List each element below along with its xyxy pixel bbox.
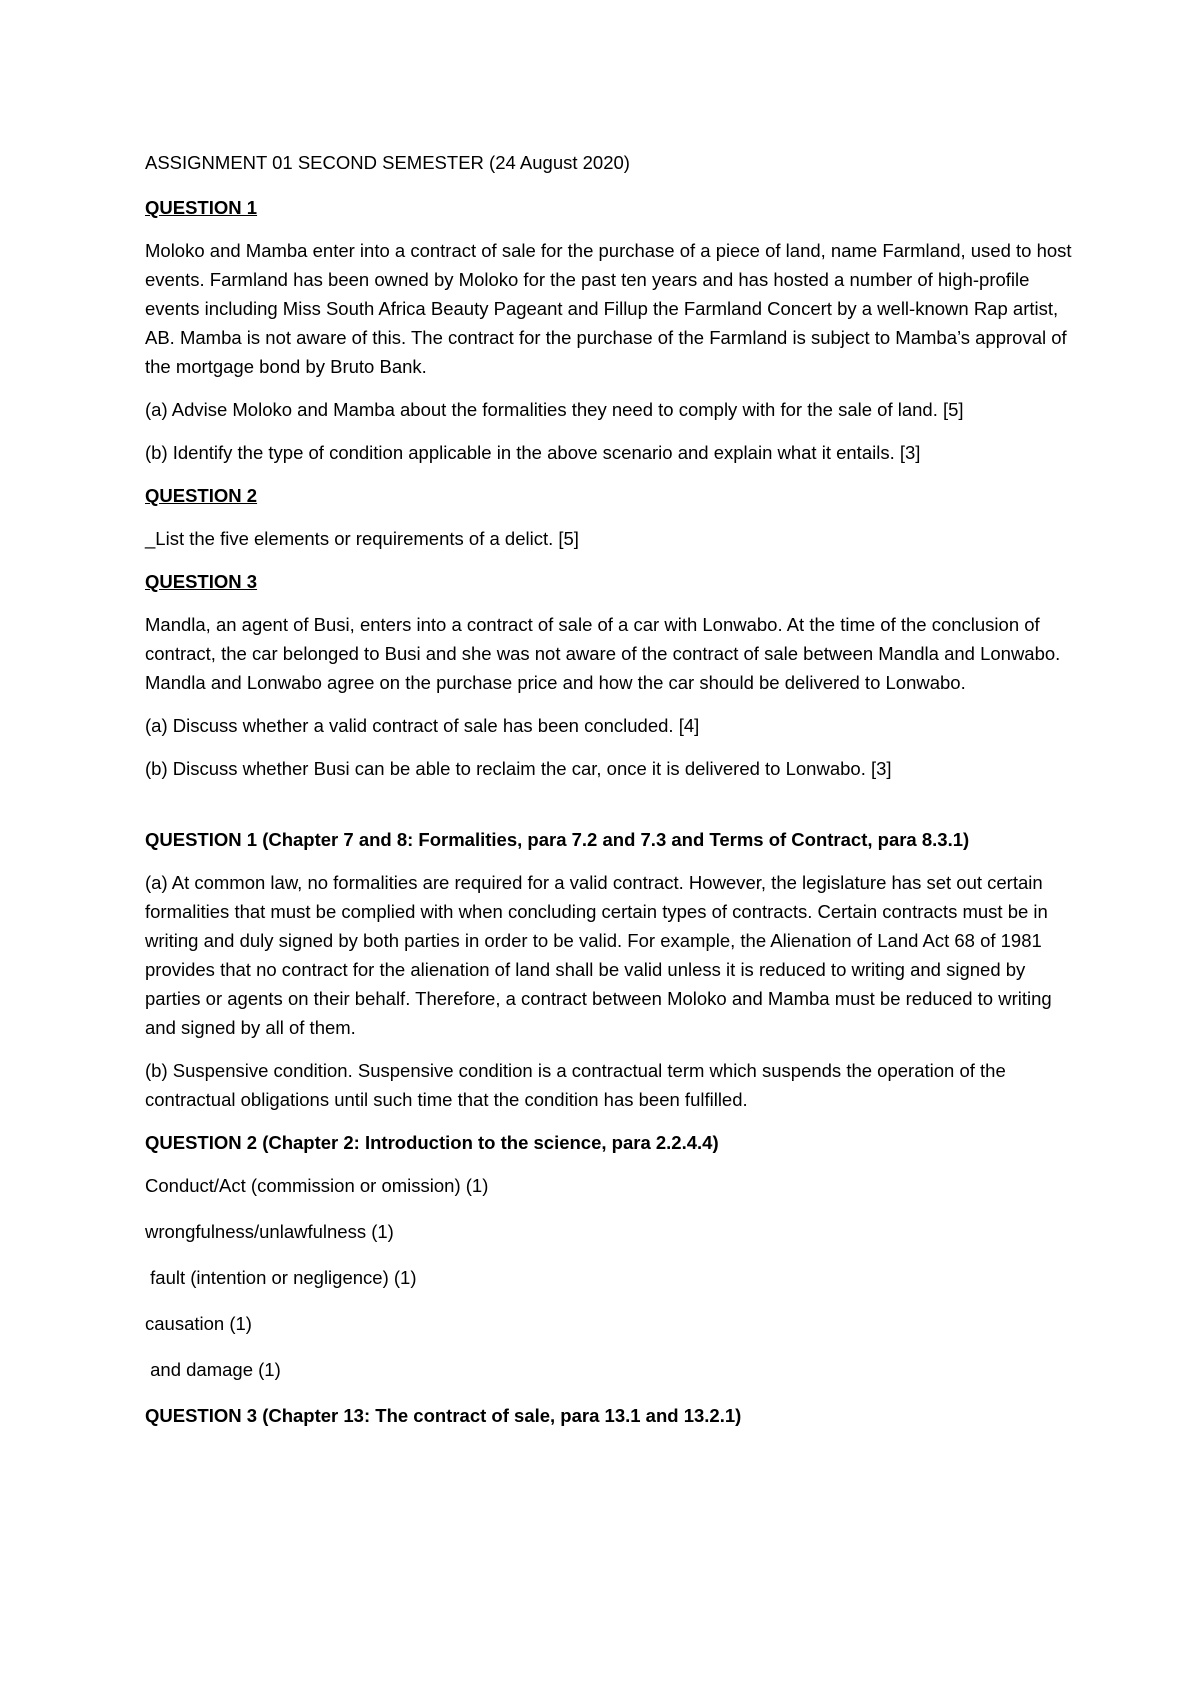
answer-2-item: causation (1): [145, 1313, 252, 1334]
answer-2-item: wrongfulness/unlawfulness (1): [145, 1221, 394, 1242]
question-1-scenario: Moloko and Mamba enter into a contract of sale for the purchase of a piece of land, name Farmland, used to host events. Farmland has been owned by Moloko for the past ten years and has hosted a number of high-profile events including Miss South Africa Beauty Pageant and Fillup the Farmland Concert by a well-known Rap artist, AB. Mamba is not aware of this. The contract for the purchase of the Farmland is subject to Mamba’s approval of the mortgage bond by Bruto Bank.: [145, 240, 1072, 377]
answer-2-item: fault (intention or negligence) (1): [145, 1267, 417, 1288]
answer-1b: (b) Suspensive condition. Suspensive condition is a contractual term which suspends the operation of the contractual obligations until such time that the condition has been fulfilled.: [145, 1060, 1006, 1110]
answer-3-heading: QUESTION 3 (Chapter 13: The contract of sale, para 13.1 and 13.2.1): [145, 1405, 742, 1426]
answer-2-heading: QUESTION 2 (Chapter 2: Introduction to the science, para 2.2.4.4): [145, 1132, 719, 1153]
answer-2-item: and damage (1): [145, 1359, 281, 1380]
answer-1-heading: QUESTION 1 (Chapter 7 and 8: Formalities, para 7.2 and 7.3 and Terms of Contract, para 8.3.1): [145, 829, 970, 850]
question-3-scenario: Mandla, an agent of Busi, enters into a contract of sale of a car with Lonwabo. At the time of the conclusion of contract, the car belonged to Busi and she was not aware of the contract of sale between Mandla and Lonwabo. Mandla and Lonwabo agree on the purchase price and how the car should be delivered to Lonwabo.: [145, 614, 1061, 693]
question-1-heading: QUESTION 1: [145, 197, 258, 218]
question-3-heading: QUESTION 3: [145, 571, 258, 592]
question-3b: (b) Discuss whether Busi can be able to reclaim the car, once it is delivered to Lonwabo. [3]: [145, 758, 892, 779]
document-title: ASSIGNMENT 01 SECOND SEMESTER (24 August 2020): [145, 152, 630, 173]
question-1b: (b) Identify the type of condition applicable in the above scenario and explain what it entails. [3]: [145, 442, 921, 463]
question-1a: (a) Advise Moloko and Mamba about the formalities they need to comply with for the sale of land. [5]: [145, 399, 964, 420]
answer-2-item: Conduct/Act (commission or omission) (1): [145, 1175, 489, 1196]
question-3a: (a) Discuss whether a valid contract of sale has been concluded. [4]: [145, 715, 700, 736]
section-spacer: [145, 797, 1075, 825]
question-2-heading: QUESTION 2: [145, 485, 258, 506]
answer-1a: (a) At common law, no formalities are required for a valid contract. However, the legislature has set out certain formalities that must be complied with when concluding certain types of contracts. Certain contracts must be in writing and duly signed by both parties in order to be valid. For example, the Alienation of Land Act 68 of 1981 provides that no contract for the alienation of land shall be valid unless it is reduced to writing and signed by parties or agents on their behalf. Therefore, a contract between Moloko and Mamba must be reduced to writing and signed by all of them.: [145, 872, 1052, 1038]
question-2-text: _List the five elements or requirements of a delict. [5]: [145, 528, 579, 549]
document-page: [145, 148, 1075, 1444]
